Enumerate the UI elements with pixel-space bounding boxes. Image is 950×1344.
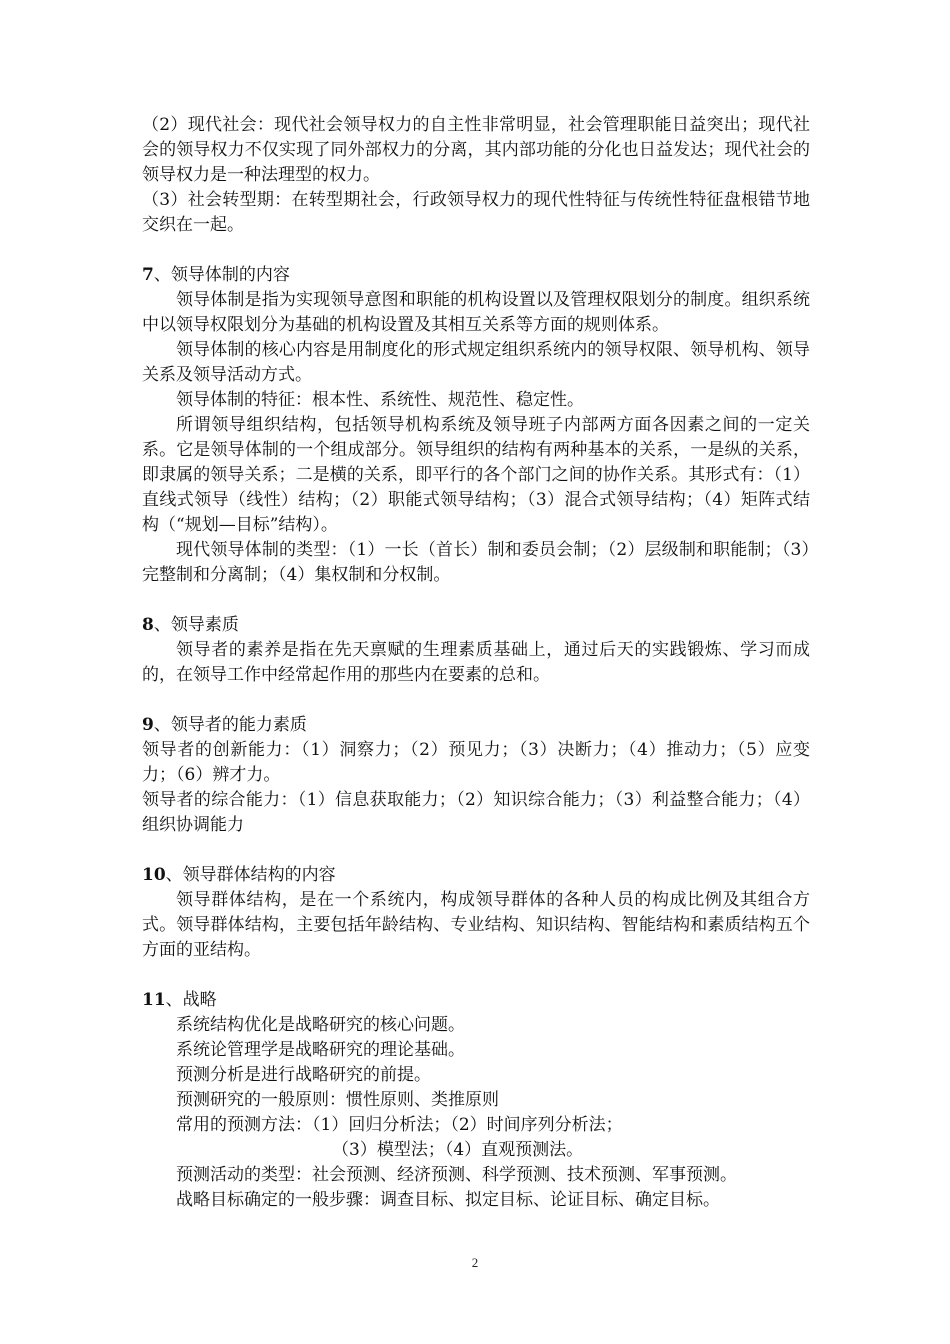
section-7-paragraph: 领导体制的特征：根本性、系统性、规范性、稳定性。 bbox=[176, 390, 584, 410]
page-number: 2 bbox=[471, 1255, 479, 1270]
section-9-heading bbox=[142, 713, 810, 738]
section-11-line: 常用的预测方法：（1）回归分析法；（2）时间序列分析法； bbox=[176, 1115, 623, 1135]
section-10-title: 、领导群体结构的内容 bbox=[165, 865, 336, 885]
section-7-paragraph: 领导体制是指为实现领导意图和职能的机构设置以及管理权限划分的制度。组织系统中以领导权限划分为基础的机构设置及其相互关系等方面的规则体系。 bbox=[142, 290, 810, 335]
section-11-line: 系统结构优化是战略研究的核心问题。 bbox=[176, 1015, 465, 1035]
section-7-paragraph: 所谓领导组织结构，包括领导机构系统及领导班子内部两方面各因素之间的一定关系。它是领导体制的一个组成部分。领导组织的结构有两种基本的关系，一是纵的关系，即隶属的领导关系；二是横的关系，即平行的各个部门之间的协作关系。其形式有：（1）直线式领导（线性）结构；（2）职能式领导结构；（3）混合式领导结构；（4）矩阵式结构（“规划—目标”结构）。 bbox=[142, 415, 810, 535]
intro-paragraph-modern-society: （2）现代社会：现代社会领导权力的自主性非常明显，社会管理职能日益突出；现代社会的领导权力不仅实现了同外部权力的分离，其内部功能的分化也日益发达；现代社会的领导权力是一种法理型的权力。 bbox=[142, 115, 810, 185]
section-11-number: 11 bbox=[142, 990, 166, 1010]
section-8-title: 、领导素质 bbox=[153, 615, 239, 635]
section-10-heading bbox=[142, 863, 810, 888]
section-7-paragraph: 现代领导体制的类型：（1）一长（首长）制和委员会制；（2）层级制和职能制；（3）完整制和分离制；（4）集权制和分权制。 bbox=[142, 540, 810, 585]
section-11-title: 、战略 bbox=[165, 990, 217, 1010]
section-9-title: 、领导者的能力素质 bbox=[153, 715, 307, 735]
section-9-paragraph: 领导者的创新能力：（1）洞察力；（2）预见力；（3）决断力；（4）推动力；（5）应变力；（6）辨才力。 bbox=[142, 740, 810, 785]
section-11-line: 系统论管理学是战略研究的理论基础。 bbox=[176, 1040, 465, 1060]
section-11-line: 预测分析是进行战略研究的前提。 bbox=[176, 1065, 431, 1085]
section-11-line: （3）模型法；（4）直观预测法。 bbox=[332, 1140, 584, 1160]
section-7-paragraph: 领导体制的核心内容是用制度化的形式规定组织系统内的领导权限、领导机构、领导关系及领导活动方式。 bbox=[142, 340, 810, 385]
section-8-number: 8 bbox=[142, 615, 154, 635]
page-content bbox=[142, 113, 810, 1213]
section-11-line: 预测研究的一般原则：惯性原则、类推原则 bbox=[176, 1090, 499, 1110]
section-10-paragraph: 领导群体结构，是在一个系统内，构成领导群体的各种人员的构成比例及其组合方式。领导群体结构，主要包括年龄结构、专业结构、知识结构、智能结构和素质结构五个方面的亚结构。 bbox=[142, 890, 810, 960]
section-10-number: 10 bbox=[142, 865, 166, 885]
section-7-number: 7 bbox=[142, 265, 154, 285]
section-11-line: 预测活动的类型：社会预测、经济预测、科学预测、技术预测、军事预测。 bbox=[176, 1165, 737, 1185]
section-8-heading bbox=[142, 613, 810, 638]
intro-paragraph-transition-period: （3）社会转型期：在转型期社会，行政领导权力的现代性特征与传统性特征盘根错节地交织在一起。 bbox=[142, 190, 810, 235]
section-11-heading bbox=[142, 988, 810, 1013]
section-9-number: 9 bbox=[142, 715, 154, 735]
section-9-paragraph: 领导者的综合能力：（1）信息获取能力；（2）知识综合能力；（3）利益整合能力；（4）组织协调能力 bbox=[142, 790, 810, 835]
section-7-title: 、领导体制的内容 bbox=[153, 265, 290, 285]
section-11-line: 战略目标确定的一般步骤：调查目标、拟定目标、论证目标、确定目标。 bbox=[176, 1190, 720, 1210]
section-8-paragraph: 领导者的素养是指在先天禀赋的生理素质基础上，通过后天的实践锻炼、学习而成的，在领导工作中经常起作用的那些内在要素的总和。 bbox=[142, 640, 810, 685]
section-7-heading bbox=[142, 263, 810, 288]
